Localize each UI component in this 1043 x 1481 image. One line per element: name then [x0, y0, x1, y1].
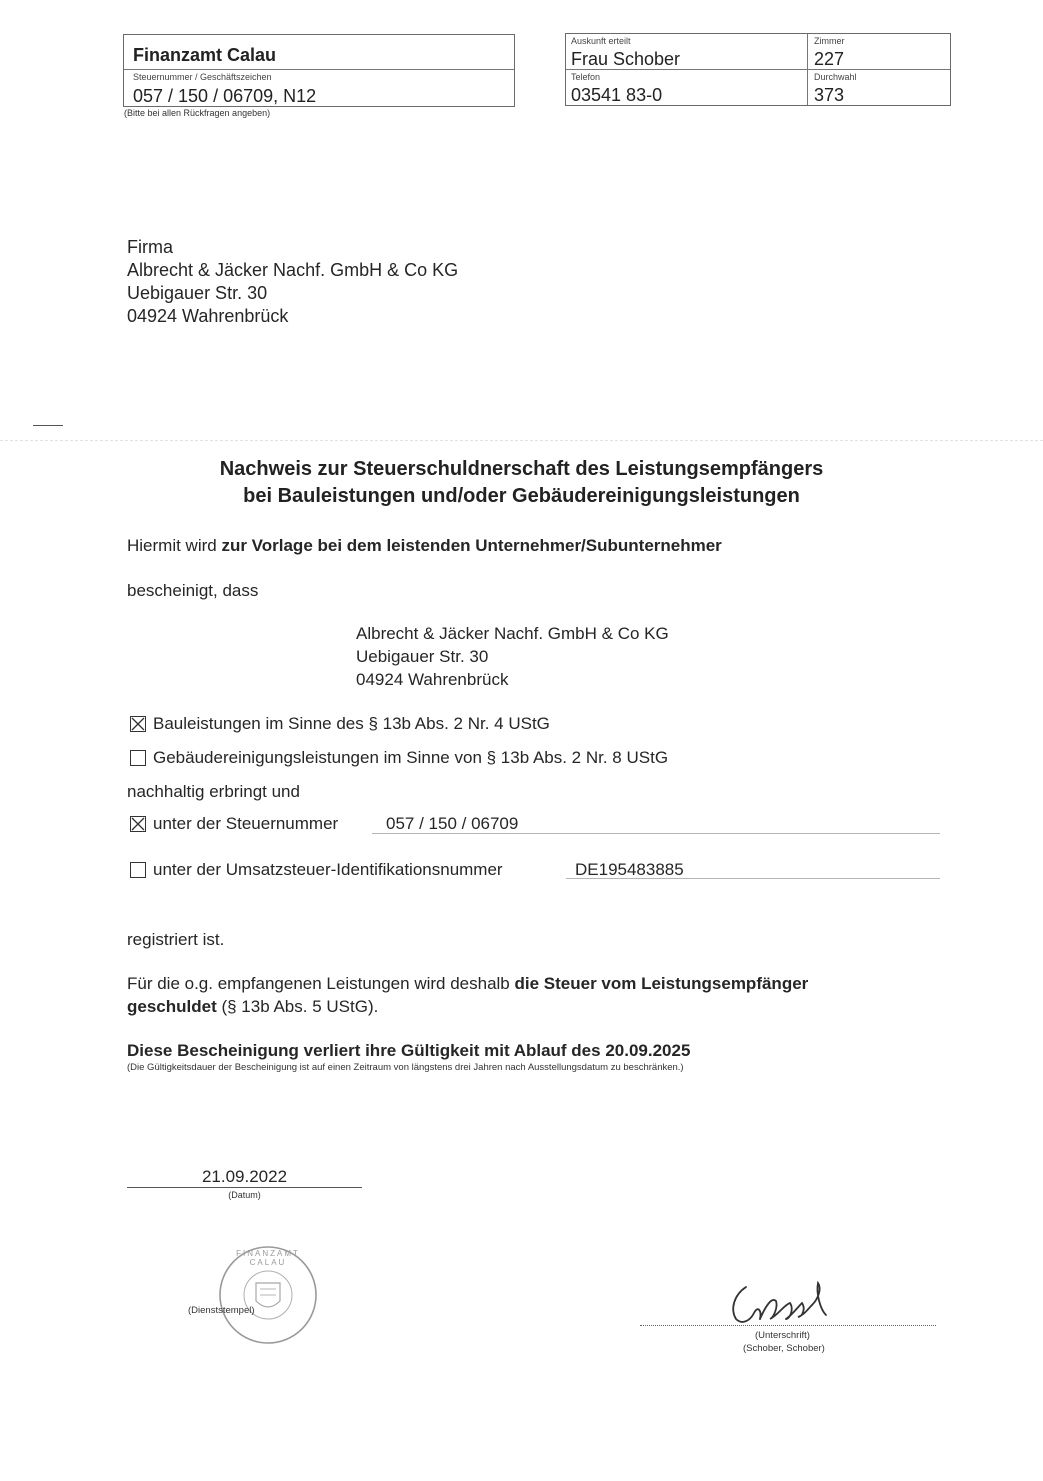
room-label: Zimmer [814, 36, 845, 46]
extension-value: 373 [814, 85, 845, 105]
tax-ref-note: (Bitte bei allen Rückfragen angeben) [124, 108, 271, 118]
signature-name: (Schober, Schober) [743, 1343, 825, 1354]
title-line1: Nachweis zur Steuerschuldnerschaft des Leistungsempfängers [219, 458, 824, 480]
intro-bold: zur Vorlage bei dem leistenden Unternehmer/Subunternehmer [221, 536, 722, 555]
scan-mark [0, 440, 1043, 441]
issue-date: 21.09.2022 [201, 1167, 288, 1186]
tax-ref-label: Steuernummer / Geschäftszeichen [133, 72, 272, 82]
liability-text [127, 972, 947, 1018]
validity-note: (Die Gültigkeitsdauer der Bescheinigung ist auf einen Zeitraum von längstens drei Jahren nach Ausstellungsdatum zu beschränken.) [127, 1062, 684, 1073]
signature-line [640, 1325, 936, 1326]
construction-option-label: Bauleistungen im Sinne des § 13b Abs. 2 Nr. 4 UStG [153, 714, 550, 733]
vat-id-underline [566, 878, 940, 879]
fold-mark [33, 425, 63, 426]
contact-box [565, 33, 951, 106]
certifies-text: bescheinigt, dass [127, 581, 259, 600]
signature-label: (Unterschrift) [755, 1330, 810, 1341]
stamp-text: FINANZAMT CALAU [236, 1249, 300, 1267]
company-line3: 04924 Wahrenbrück [356, 670, 509, 689]
intro-plain: Hiermit wird [127, 536, 222, 555]
tax-ref-value: 057 / 150 / 06709, N12 [133, 86, 317, 106]
recipient-line1: Firma [127, 237, 173, 257]
handwritten-signature [720, 1275, 840, 1335]
cleaning-option-label: Gebäudereinigungsleistungen im Sinne von § 13b Abs. 2 Nr. 8 UStG [153, 748, 669, 767]
extension-label: Durchwahl [814, 72, 857, 82]
document-title [0, 456, 1043, 510]
tax-number-checkbox[interactable] [130, 816, 146, 832]
vat-id-checkbox[interactable] [130, 862, 146, 878]
title-line2: bei Bauleistungen und/oder Gebäudereinigungsleistungen [243, 485, 800, 507]
date-line [127, 1187, 362, 1188]
company-line2: Uebigauer Str. 30 [356, 647, 489, 666]
room-value: 227 [814, 49, 845, 69]
vat-id-label: unter der Umsatzsteuer-Identifikationsnummer [153, 860, 503, 879]
intro-sentence [127, 535, 722, 556]
phone-value: 03541 83-0 [571, 85, 663, 105]
info-value: Frau Schober [571, 49, 681, 69]
recipient-line4: 04924 Wahrenbrück [127, 306, 289, 326]
liability-bold1: die Steuer vom Leistungsempfänger [514, 974, 809, 993]
recipient-line3: Uebigauer Str. 30 [127, 283, 268, 303]
recipient-address [127, 236, 458, 328]
sustained-text: nachhaltig erbringt und [127, 782, 300, 801]
office-name: Finanzamt Calau [133, 45, 277, 65]
info-label: Auskunft erteilt [571, 36, 631, 46]
validity-text: Diese Bescheinigung verliert ihre Gültigkeit mit Ablauf des 20.09.2025 [127, 1041, 691, 1060]
stamp-label: (Dienststempel) [188, 1305, 255, 1316]
registered-text: registriert ist. [127, 930, 225, 949]
recipient-line2: Albrecht & Jäcker Nachf. GmbH & Co KG [127, 260, 459, 280]
liability-plain1: Für die o.g. empfangenen Leistungen wird deshalb [127, 974, 515, 993]
tax-number-label: unter der Steuernummer [153, 814, 339, 833]
liability-bold2: geschuldet [127, 997, 217, 1016]
company-line1: Albrecht & Jäcker Nachf. GmbH & Co KG [356, 624, 669, 643]
tax-number-value: 057 / 150 / 06709 [386, 814, 519, 833]
construction-checkbox[interactable] [130, 716, 146, 732]
vat-id-value: DE195483885 [575, 860, 684, 879]
official-stamp [216, 1243, 320, 1347]
date-label: (Datum) [228, 1190, 261, 1200]
office-box [123, 34, 515, 107]
company-address [356, 623, 669, 692]
liability-plain2: (§ 13b Abs. 5 UStG). [216, 997, 379, 1016]
phone-label: Telefon [571, 72, 601, 82]
tax-number-underline [372, 833, 940, 834]
cleaning-checkbox[interactable] [130, 750, 146, 766]
